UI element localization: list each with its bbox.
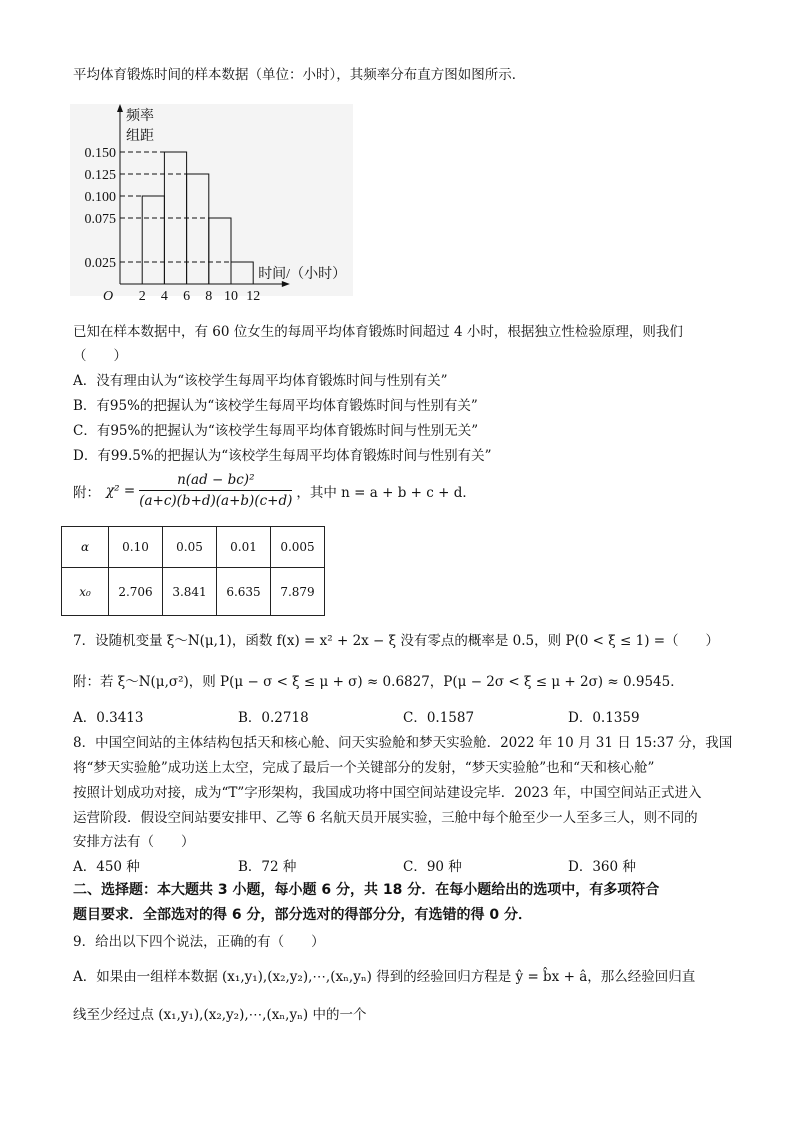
x-tick-label: 12 <box>246 289 261 300</box>
formula-suffix: ，其中 n = a + b + c + d． <box>296 484 476 501</box>
q9-option-a-line2: 线至少经过点 (x₁,y₁),(x₂,y₂),⋯,(xₙ,yₙ) 中的一个 <box>73 1007 367 1023</box>
q8-option-b: B．72 种 <box>238 859 297 875</box>
q7-option-d: D．0.1359 <box>568 710 640 726</box>
q8-line4: 运营阶段．假设空间站要安排甲、乙等 6 名航天员开展实验，三舱中每个舱至少一人至多三人，则不同的 <box>73 810 698 826</box>
section2-line2: 题目要求．全部选对的得 6 分，部分选对的得部分分，有选错的得 0 分． <box>73 907 532 923</box>
formula-numerator: n(ad − bc)² <box>139 472 292 491</box>
x-tick-label: 2 <box>138 289 146 300</box>
q7-note: 附：若 ξ～N(μ,σ²)，则 P(μ − σ < ξ ≤ μ + σ) ≈ 0.6827，P(μ − 2σ < ξ ≤ μ + 2σ) ≈ 0.9545． <box>73 674 684 690</box>
alpha-label: α <box>62 527 109 568</box>
q8-option-d: D．360 种 <box>568 859 636 875</box>
chi-square-formula <box>73 472 476 509</box>
q8-line5: 安排方法有（ ） <box>73 834 195 850</box>
table-row <box>62 527 325 568</box>
x-tick-label: 10 <box>224 289 238 300</box>
table-row <box>62 568 325 616</box>
x-tick-label: 6 <box>183 289 191 300</box>
q8-line3: 按照计划成功对接，成为“T”字形架构，我国成功将中国空间站建设完毕．2023 年，中国空间站正式进入 <box>73 785 702 801</box>
table-cell: 3.841 <box>163 568 217 616</box>
q6-option-c: C．有95%的把握认为“该校学生每周平均体育锻炼时间与性别无关” <box>73 423 479 439</box>
y-tick-label: 0.025 <box>84 256 116 271</box>
x-axis-label: 时间/（小时） <box>258 267 347 282</box>
q9-option-a-line1: A．如果由一组样本数据 (x₁,y₁),(x₂,y₂),⋯,(xₙ,yₙ) 得到的经验回归方程是 ŷ = b̂x + â，那么经验回归直 <box>73 969 696 985</box>
q7-option-c: C．0.1587 <box>403 710 475 726</box>
x-tick-label: 8 <box>205 289 213 300</box>
q6-option-a: A．没有理由认为“该校学生每周平均体育锻炼时间与性别有关” <box>73 373 448 389</box>
table-cell: 0.10 <box>109 527 163 568</box>
x-tick-label: 4 <box>160 289 168 300</box>
frequency-histogram <box>70 104 370 300</box>
intro-text: 平均体育锻炼时间的样本数据（单位：小时），其频率分布直方图如图所示． <box>73 67 526 83</box>
formula-prefix: 附： <box>73 484 100 501</box>
origin-label: O <box>102 289 114 300</box>
q7-option-b: B．0.2718 <box>238 710 309 726</box>
critical-value-table <box>61 526 325 616</box>
q9-stem: 9．给出以下四个说法，正确的有（ ） <box>73 934 325 950</box>
q7-options <box>73 706 733 726</box>
y-tick-label: 0.125 <box>84 168 116 183</box>
table-cell: 7.879 <box>271 568 325 616</box>
y-axis-label-line1: 频率 <box>126 109 154 124</box>
q8-line2: 将“梦天实验舱”成功送上太空，完成了最后一个关键部分的发射，“梦天实验舱”也和“天和核心舱” <box>73 760 655 776</box>
formula-lhs: χ² = <box>106 482 136 499</box>
formula-fraction <box>139 472 292 509</box>
q8-option-c: C．90 种 <box>403 859 462 875</box>
q8-options <box>73 855 733 875</box>
y-tick-label: 0.075 <box>84 212 116 227</box>
q8-option-a: A．450 种 <box>73 859 140 875</box>
table-cell: 0.01 <box>217 527 271 568</box>
q6-option-b: B．有95%的把握认为“该校学生每周平均体育锻炼时间与性别有关” <box>73 398 478 414</box>
table-cell: 2.706 <box>109 568 163 616</box>
formula-denominator: (a+c)(b+d)(a+b)(c+d) <box>139 493 293 509</box>
table-cell: 0.005 <box>271 527 325 568</box>
table-cell: 0.05 <box>163 527 217 568</box>
x0-label: x₀ <box>62 568 109 616</box>
q7-stem: 7．设随机变量 ξ～N(μ,1)，函数 f(x) = x² + 2x − ξ 没有零点的概率是 0.5，则 P(0 < ξ ≤ 1) =（ ） <box>73 633 720 649</box>
y-axis-label-line2: 组距 <box>126 129 154 144</box>
table-cell: 6.635 <box>217 568 271 616</box>
q7-option-a: A．0.3413 <box>73 710 144 726</box>
y-tick-label: 0.150 <box>84 146 116 161</box>
q6-stem-line1: 已知在样本数据中，有 60 位女生的每周平均体育锻炼时间超过 4 小时，根据独立性检验原理，则我们 <box>73 324 683 340</box>
section2-line1: 二、选择题：本大题共 3 小题，每小题 6 分，共 18 分．在每小题给出的选项中，有多项符合 <box>73 882 660 898</box>
q6-option-d: D．有99.5%的把握认为“该校学生每周平均体育锻炼时间与性别有关” <box>73 448 492 464</box>
q6-stem-line2: （ ） <box>73 348 127 364</box>
y-tick-label: 0.100 <box>84 190 116 205</box>
q8-line1: 8．中国空间站的主体结构包括天和核心舱、问天实验舱和梦天实验舱．2022 年 10 月 31 日 15:37 分，我国 <box>73 735 733 751</box>
